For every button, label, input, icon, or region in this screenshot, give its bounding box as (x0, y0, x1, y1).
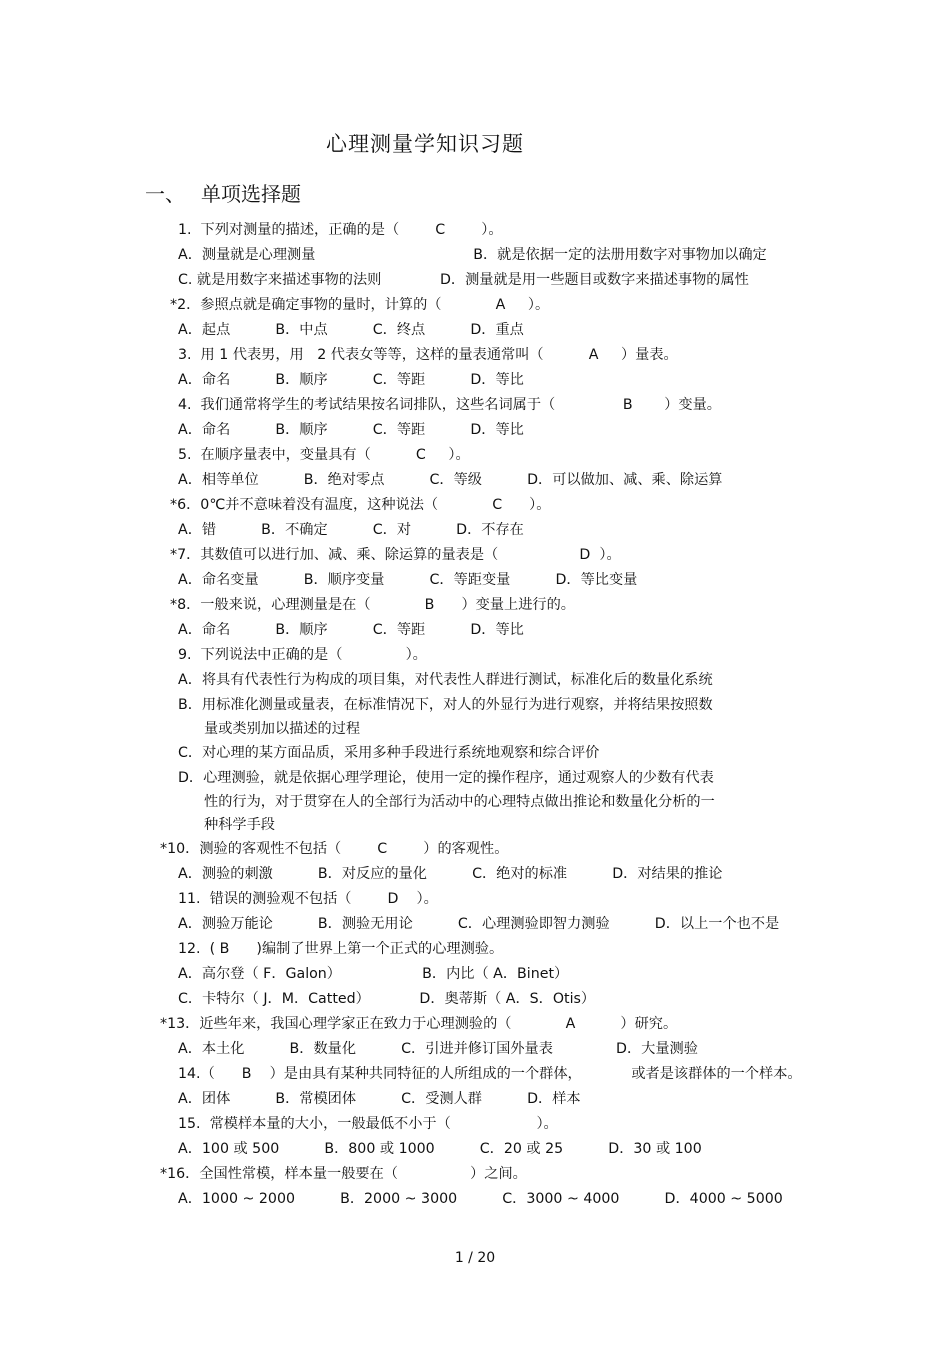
question-line: 3. 用 1 代表男，用 2 代表女等等，这样的量表通常叫（ A ）量表。 (178, 347, 678, 363)
option-line: C．卡特尔（ J．M．Catted） D．奥蒂斯（ A．S．Otis） (178, 991, 596, 1007)
question-line: 1. 下列对测量的描述，正确的是（ C ）。 (178, 222, 503, 238)
option-continuation: 种科学手段 (204, 817, 275, 833)
option-continuation: 量或类别加以描述的过程 (204, 721, 361, 737)
option-line: A．高尔登（ F．Galon） B．内比（ A．Binet） (178, 966, 569, 982)
option-line: A．100 或 500 B．800 或 1000 C．20 或 25 D．30 或 100 (178, 1141, 702, 1157)
question-line: *13．近些年来，我国心理学家正在致力于心理测验的（ A ）研究。 (160, 1016, 678, 1032)
question-line: 9. 下列说法中正确的是（ ）。 (178, 647, 427, 663)
option-line: A．团体 B．常模团体 C．受测人群 D．样本 (178, 1091, 581, 1107)
option-line: A．错 B．不确定 C．对 D．不存在 (178, 522, 524, 538)
page-number: 1 / 20 (454, 1250, 496, 1266)
option-line: A．相等单位 B．绝对零点 C．等级 D．可以做加、减、乘、除运算 (178, 472, 723, 488)
option-line: A．测量就是心理测量 B．就是依据一定的法册用数字对事物加以确定 (178, 247, 767, 263)
option-line: A．命名 B．顺序 C．等距 D．等比 (178, 622, 524, 638)
option-continuation: 性的行为，对于贯穿在人的全部行为活动中的心理特点做出推论和数量化分析的一 (204, 794, 715, 810)
option-line: D．心理测验，就是依据心理学理论，使用一定的操作程序，通过观察人的少数有代表 (178, 770, 714, 786)
question-line: 5. 在顺序量表中，变量具有（ C ）。 (178, 447, 470, 463)
option-line: A．测验的刺激 B．对反应的量化 C．绝对的标准 D．对结果的推论 (178, 866, 723, 882)
section-title: 单项选择题 (201, 182, 301, 206)
option-line: A．测验万能论 B．测验无用论 C．心理测验即智力测验 D．以上一个也不是 (178, 916, 780, 932)
question-list (0, 218, 950, 1212)
question-line: *7．其数值可以进行加、减、乘、除运算的量表是（ D ）。 (170, 547, 621, 563)
question-line: 15. 常模样本量的大小，一般最低不小于（ ）。 (178, 1116, 558, 1132)
option-line: A．命名 B．顺序 C．等距 D．等比 (178, 372, 524, 388)
option-line: A．命名 B．顺序 C．等距 D．等比 (178, 422, 524, 438)
question-line: *6．0℃并不意味着没有温度，这种说法（ C ）。 (170, 497, 551, 513)
option-line: C. 就是用数字来描述事物的法则 D．测量就是用一些题目或数字来描述事物的属性 (178, 272, 749, 288)
option-line: B．用标准化测量或量表，在标准情况下，对人的外显行为进行观察，并将结果按照数 (178, 697, 713, 713)
question-line: 14.（ B ）是由具有某种共同特征的人所组成的一个群体， 或者是该群体的一个样本。 (178, 1066, 802, 1082)
question-line: 12. ( B )编制了世界上第一个正式的心理测验。 (178, 941, 504, 957)
question-line: *10．测验的客观性不包括（ C ）的客观性。 (160, 841, 509, 857)
section-number: 一、 (145, 182, 185, 206)
option-line: A．起点 B．中点 C．终点 D．重点 (178, 322, 524, 338)
option-line: C．对心理的某方面品质，采用多种手段进行系统地观察和综合评价 (178, 745, 600, 761)
question-line: *16．全国性常模，样本量一般要在（ ）之间。 (160, 1166, 527, 1182)
option-line: A．本土化 B．数量化 C．引进并修订国外量表 D．大量测验 (178, 1041, 698, 1057)
option-line: A．命名变量 B．顺序变量 C．等距变量 D．等比变量 (178, 572, 638, 588)
option-line: A．1000 ~ 2000 B．2000 ~ 3000 C．3000 ~ 4000 D．4000 ~ 5000 (178, 1191, 783, 1207)
option-line: A．将具有代表性行为构成的项目集，对代表性人群进行测试，标准化后的数量化系统 (178, 672, 713, 688)
question-line: *2．参照点就是确定事物的量时，计算的（ A ）。 (170, 297, 550, 313)
section-heading (145, 178, 301, 207)
question-line: 11. 错误的测验观不包括（ D ）。 (178, 891, 438, 907)
page-title: 心理测量学知识习题 (326, 132, 524, 156)
question-line: 4. 我们通常将学生的考试结果按名词排队，这些名词属于（ B ）变量。 (178, 397, 721, 413)
question-line: *8．一般来说，心理测量是在（ B ）变量上进行的。 (170, 597, 575, 613)
